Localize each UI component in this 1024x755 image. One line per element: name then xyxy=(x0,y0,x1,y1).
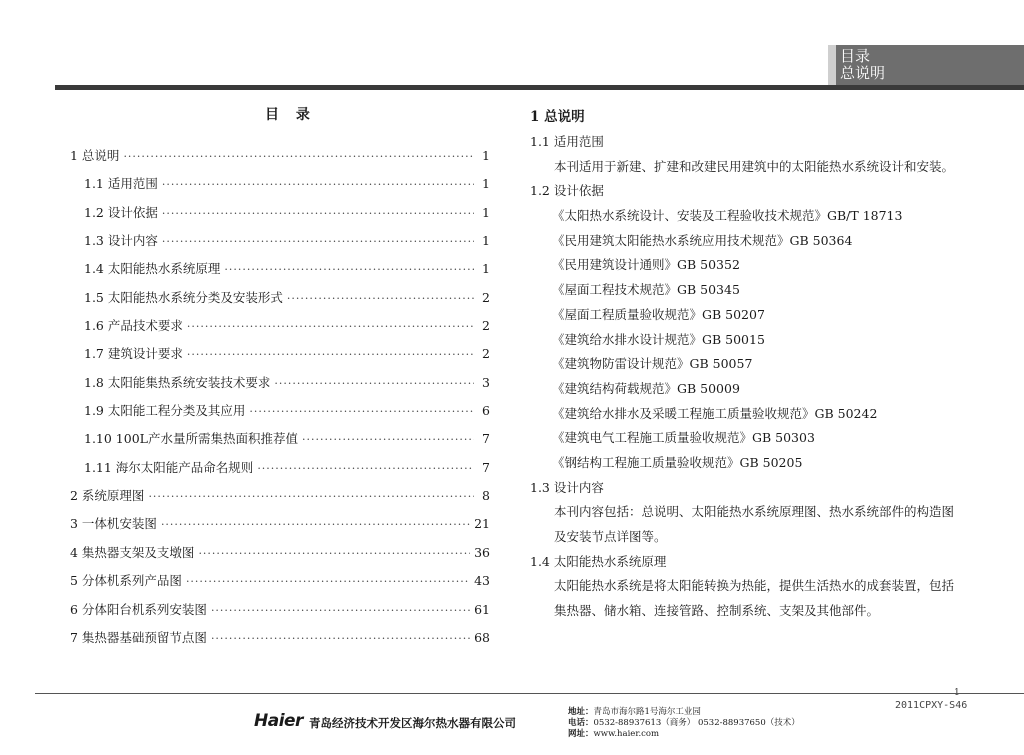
general-description xyxy=(530,104,960,624)
toc-entry-page: 1 xyxy=(482,261,490,277)
toc-entry-label: 6 分体阳台机系列安装图 xyxy=(70,601,207,617)
web-value: www.haier.com xyxy=(593,729,660,739)
toc-leader-dots xyxy=(274,377,474,390)
toc-entry[interactable] xyxy=(70,203,490,231)
toc-entry[interactable] xyxy=(70,146,490,174)
badge-line-general: 总说明 xyxy=(840,64,886,82)
header-rule xyxy=(55,85,1024,90)
toc-entry[interactable] xyxy=(70,458,490,486)
toc-entry-page: 61 xyxy=(474,601,490,617)
toc-entry-label: 2 系统原理图 xyxy=(70,488,145,504)
toc-leader-dots xyxy=(162,178,474,191)
toc-entry[interactable] xyxy=(70,316,490,344)
header-badge-text xyxy=(840,48,885,82)
address-value: 青岛市海尔路1号海尔工业园 xyxy=(593,707,701,717)
toc-title: 目 录 xyxy=(265,107,316,123)
toc-entry[interactable] xyxy=(70,259,490,287)
toc-entry-label: 1.1 适用范围 xyxy=(84,176,158,192)
badge-line-toc: 目录 xyxy=(840,47,871,65)
toc-leader-dots xyxy=(187,348,474,361)
toc-entry[interactable] xyxy=(70,344,490,372)
standard-item: 《建筑给水排水及采暖工程施工质量验收规范》GB 50242 xyxy=(552,405,878,421)
toc-leader-dots xyxy=(287,292,474,305)
section-1-2-title: 1.2 设计依据 xyxy=(530,183,604,199)
section-1-4-title: 1.4 太阳能热水系统原理 xyxy=(530,553,667,569)
toc-entry-page: 36 xyxy=(474,544,490,560)
toc-entry[interactable] xyxy=(70,231,490,259)
toc-entry-page: 2 xyxy=(482,289,490,305)
toc-entry[interactable] xyxy=(70,288,490,316)
toc-leader-dots xyxy=(224,263,474,276)
toc-entry-label: 1.8 太阳能集热系统安装技术要求 xyxy=(84,374,271,390)
section-1-1-title: 1.1 适用范围 xyxy=(530,134,604,149)
toc-entry-label: 7 集热器基础预留节点图 xyxy=(70,629,207,645)
contact-info xyxy=(568,707,800,740)
toc-leader-dots xyxy=(162,207,474,220)
standard-item: 《建筑结构荷载规范》GB 50009 xyxy=(552,380,740,396)
toc-leader-dots xyxy=(211,632,470,645)
toc-entry-page: 43 xyxy=(474,573,490,589)
toc-entry[interactable] xyxy=(70,174,490,202)
phone-value: 0532-88937613（商务） 0532-88937650（技术） xyxy=(593,718,800,728)
standard-item: 《民用建筑设计通则》GB 50352 xyxy=(552,257,740,273)
standard-item: 《钢结构工程施工质量验收规范》GB 50205 xyxy=(552,454,803,470)
toc-entry-label: 1.2 设计依据 xyxy=(84,204,158,220)
toc-entry[interactable] xyxy=(70,429,490,457)
toc-entry-page: 7 xyxy=(482,459,490,475)
toc-entry-label: 4 集热器支架及支墩图 xyxy=(70,544,195,560)
toc-leader-dots xyxy=(249,405,474,418)
section-1-1-text: 本刊适用于新建、扩建和改建民用建筑中的太阳能热水系统设计和安装。 xyxy=(554,158,955,174)
toc-entry-page: 1 xyxy=(482,233,490,249)
toc-entry[interactable] xyxy=(70,571,490,599)
toc-entry-page: 1 xyxy=(482,176,490,192)
toc-leader-dots xyxy=(123,150,474,163)
toc-entry-page: 1 xyxy=(482,204,490,220)
toc-leader-dots xyxy=(257,462,474,475)
toc-leader-dots xyxy=(162,235,474,248)
toc-entry-page: 68 xyxy=(474,629,490,645)
toc-entry-label: 1.7 建筑设计要求 xyxy=(84,346,183,362)
toc-entry-page: 2 xyxy=(482,318,490,334)
toc-entry[interactable] xyxy=(70,401,490,429)
toc-entry-label: 1.6 产品技术要求 xyxy=(84,318,183,334)
section-1-4-text: 太阳能热水系统是将太阳能转换为热能，提供生活热水的成套装置，包括集热器、储水箱、连接管路、控制系统、支架及其他部件。 xyxy=(554,578,955,619)
section-heading: 1 总说明 xyxy=(530,109,585,125)
standard-item: 《屋面工程质量验收规范》GB 50207 xyxy=(552,306,765,322)
toc-entry-page: 21 xyxy=(474,516,490,532)
footer-rule-right xyxy=(960,693,1024,694)
toc-entry-page: 3 xyxy=(482,374,490,390)
header-badge-accent xyxy=(828,45,836,87)
standard-item: 《屋面工程技术规范》GB 50345 xyxy=(552,282,740,298)
toc-entry-label: 5 分体机系列产品图 xyxy=(70,573,182,589)
toc-leader-dots xyxy=(302,433,474,446)
toc-entry-label: 1.11 海尔太阳能产品命名规则 xyxy=(84,459,254,475)
toc-entry-page: 6 xyxy=(482,403,490,419)
standard-item: 《太阳热水系统设计、安装及工程验收技术规范》GB/T 18713 xyxy=(552,208,903,224)
standard-item: 《建筑给水排水设计规范》GB 50015 xyxy=(552,331,765,347)
toc-leader-dots xyxy=(198,547,470,560)
toc-entry-label: 1.9 太阳能工程分类及其应用 xyxy=(84,403,246,419)
standard-item: 《建筑电气工程施工质量验收规范》GB 50303 xyxy=(552,430,815,446)
standard-item: 《民用建筑太阳能热水系统应用技术规范》GB 50364 xyxy=(552,232,853,248)
toc-entry[interactable] xyxy=(70,514,490,542)
company-name: 青岛经济技术开发区海尔热水器有限公司 xyxy=(309,716,516,730)
toc-entry[interactable] xyxy=(70,600,490,628)
toc-leader-dots xyxy=(187,320,474,333)
toc-entry[interactable] xyxy=(70,373,490,401)
toc-entry-page: 2 xyxy=(482,346,490,362)
address-label: 地址： xyxy=(568,707,594,717)
toc-entry-label: 1.10 100L产水量所需集热面积推荐值 xyxy=(84,431,298,447)
web-label: 网址： xyxy=(568,729,594,739)
address-row xyxy=(568,707,800,718)
toc-list xyxy=(70,146,490,656)
phone-row xyxy=(568,718,800,729)
standard-item: 《建筑物防雷设计规范》GB 50057 xyxy=(552,356,753,372)
toc-entry-page: 7 xyxy=(482,431,490,447)
haier-logo: Haier xyxy=(254,711,303,731)
toc-entry-label: 3 一体机安装图 xyxy=(70,516,157,532)
toc-leader-dots xyxy=(161,518,470,531)
web-row xyxy=(568,729,800,740)
toc-entry-label: 1.5 太阳能热水系统分类及安装形式 xyxy=(84,289,283,305)
footer-rule xyxy=(35,693,960,694)
toc-entry-label: 1.3 设计内容 xyxy=(84,233,158,249)
toc-entry-page: 1 xyxy=(482,148,490,163)
phone-label: 电话： xyxy=(568,718,594,728)
document-code: 2011CPXY-S46 xyxy=(895,700,968,711)
toc-entry-page: 8 xyxy=(482,488,490,504)
toc-entry-label: 1.4 太阳能热水系统原理 xyxy=(84,261,221,277)
section-1-3-text: 本刊内容包括：总说明、太阳能热水系统原理图、热水系统部件的构造图及安装节点详图等。 xyxy=(554,504,955,545)
toc-entry[interactable] xyxy=(70,628,490,656)
standards-list xyxy=(530,204,960,476)
toc-entry-label: 1 总说明 xyxy=(70,148,120,163)
toc-leader-dots xyxy=(186,575,470,588)
toc-leader-dots xyxy=(148,490,474,503)
toc-entry[interactable] xyxy=(70,543,490,571)
toc-leader-dots xyxy=(211,604,470,617)
section-1-3-title: 1.3 设计内容 xyxy=(530,479,604,495)
toc-entry[interactable] xyxy=(70,486,490,514)
